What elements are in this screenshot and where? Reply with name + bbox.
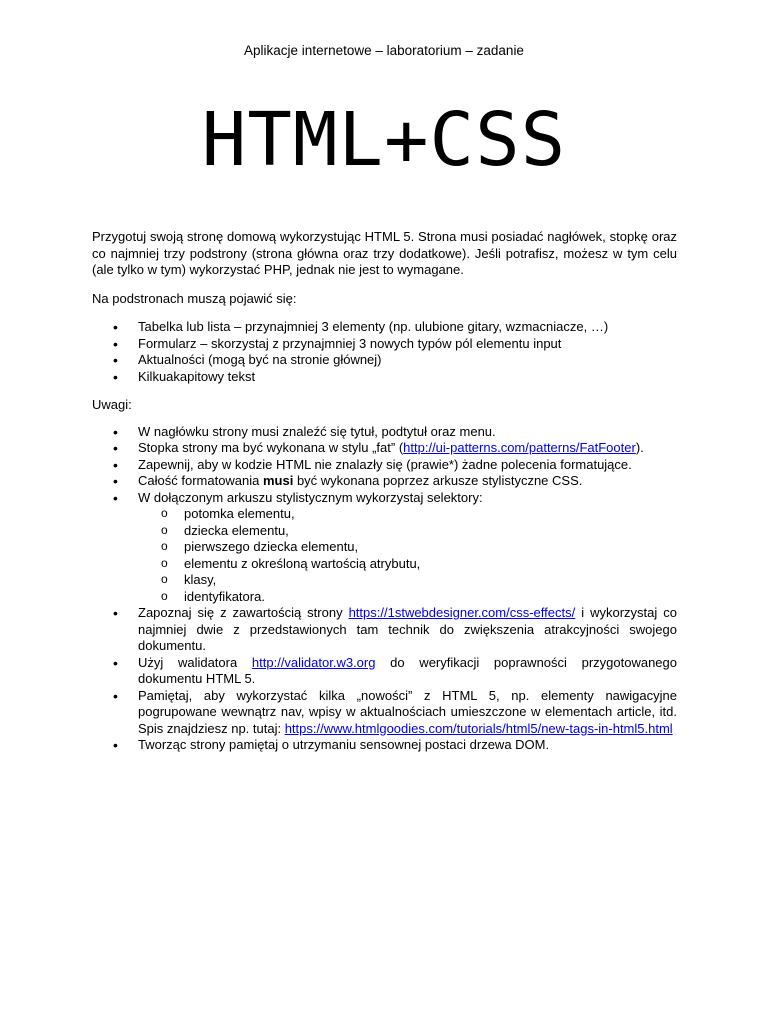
css-effects-link[interactable]: https://1stwebdesigner.com/css-effects/ (348, 605, 576, 620)
note-text: Użyj walidatora (138, 654, 252, 670)
validator-link[interactable]: http://validator.w3.org (251, 654, 376, 670)
note-text: do weryfikacji poprawności przygotowanego dokumentu HTML 5. (138, 654, 678, 686)
notes-list (92, 424, 677, 754)
note-text: i wykorzystaj co najmniej dwie z przedstawionych tam technik do zwiększenia atrakcyjności swojego dokumentu. (138, 605, 677, 653)
list-item (92, 688, 677, 738)
sublist-item: o klasy, (138, 572, 677, 589)
note-text: Całość formatowania (138, 473, 263, 488)
sublist-item: o dziecka elementu, (138, 523, 677, 540)
note-text: być wykonana poprzez arkusze stylistyczne CSS. (293, 473, 583, 488)
note-text: Pamiętaj, aby wykorzystać kilka „nowości” z HTML 5, np. elementy nawigacyjne pogrupowane wewnątrz nav, wpisy w aktualnościach umieszczone w elementach article, itd. Spis znajdziesz np. tutaj: (138, 687, 677, 736)
bold-text: musi (263, 473, 294, 488)
selectors-list (138, 506, 677, 605)
html5-tags-link[interactable]: https://www.htmlgoodies.com/tutorials/html5/new-tags-in-html5.html (284, 720, 673, 736)
sublist-item: o pierwszego dziecka elementu, (138, 539, 677, 556)
sublist-item: o potomka elementu, (138, 506, 677, 523)
list-item (92, 473, 677, 490)
fat-footer-link[interactable]: http://ui-patterns.com/patterns/FatFooter (403, 440, 636, 455)
list-item (92, 490, 677, 606)
document-body (92, 229, 677, 766)
note-text: ). (635, 440, 644, 455)
document-header: Aplikacje internetowe – laboratorium – zadanie (244, 43, 524, 58)
list-item (92, 655, 677, 688)
subpages-heading: Na podstronach muszą pojawić się: (92, 290, 297, 306)
intro-paragraph: Przygotuj swoją stronę domową wykorzystując HTML 5. Strona musi posiadać nagłówek, stopkę oraz co najmniej trzy podstrony (strona główna oraz trzy dodatkowe). Jeśli potrafisz, możesz w tym celu (ale tylko w tym) wykorzystać PHP, jednak nie jest to wymagane. (92, 229, 677, 277)
sublist-item: o elementu z określoną wartością atrybutu, (138, 556, 677, 573)
sublist-item: o identyfikatora. (138, 589, 677, 606)
list-item: • Tworząc strony pamiętaj o utrzymaniu sensownej postaci drzewa DOM. (92, 737, 677, 754)
list-item: • Zapewnij, aby w kodzie HTML nie znalazły się (prawie*) żadne polecenia formatujące. (92, 457, 677, 474)
list-item: • Tabelka lub lista – przynajmniej 3 elementy (np. ulubione gitary, wzmacniacze, …) (92, 319, 677, 336)
list-item: • W nagłówku strony musi znaleźć się tytuł, podtytuł oraz menu. (92, 424, 677, 441)
note-text: Stopka strony ma być wykonana w stylu „fat” ( (138, 440, 404, 455)
notes-heading: Uwagi: (92, 397, 132, 412)
list-item: • Aktualności (mogą być na stronie głównej) (92, 352, 677, 369)
list-item: • Formularz – skorzystaj z przynajmniej 3 nowych typów pól elementu input (92, 336, 677, 353)
list-item: • Kilkuakapitowy tekst (92, 369, 677, 386)
list-item (92, 440, 677, 457)
document-title: HTML+CSS (201, 97, 567, 183)
list-item (92, 605, 677, 655)
note-text: W dołączonym arkuszu stylistycznym wykorzystaj selektory: (138, 489, 483, 505)
note-text: Zapoznaj się z zawartością strony (138, 605, 349, 620)
subpages-list (92, 319, 677, 385)
